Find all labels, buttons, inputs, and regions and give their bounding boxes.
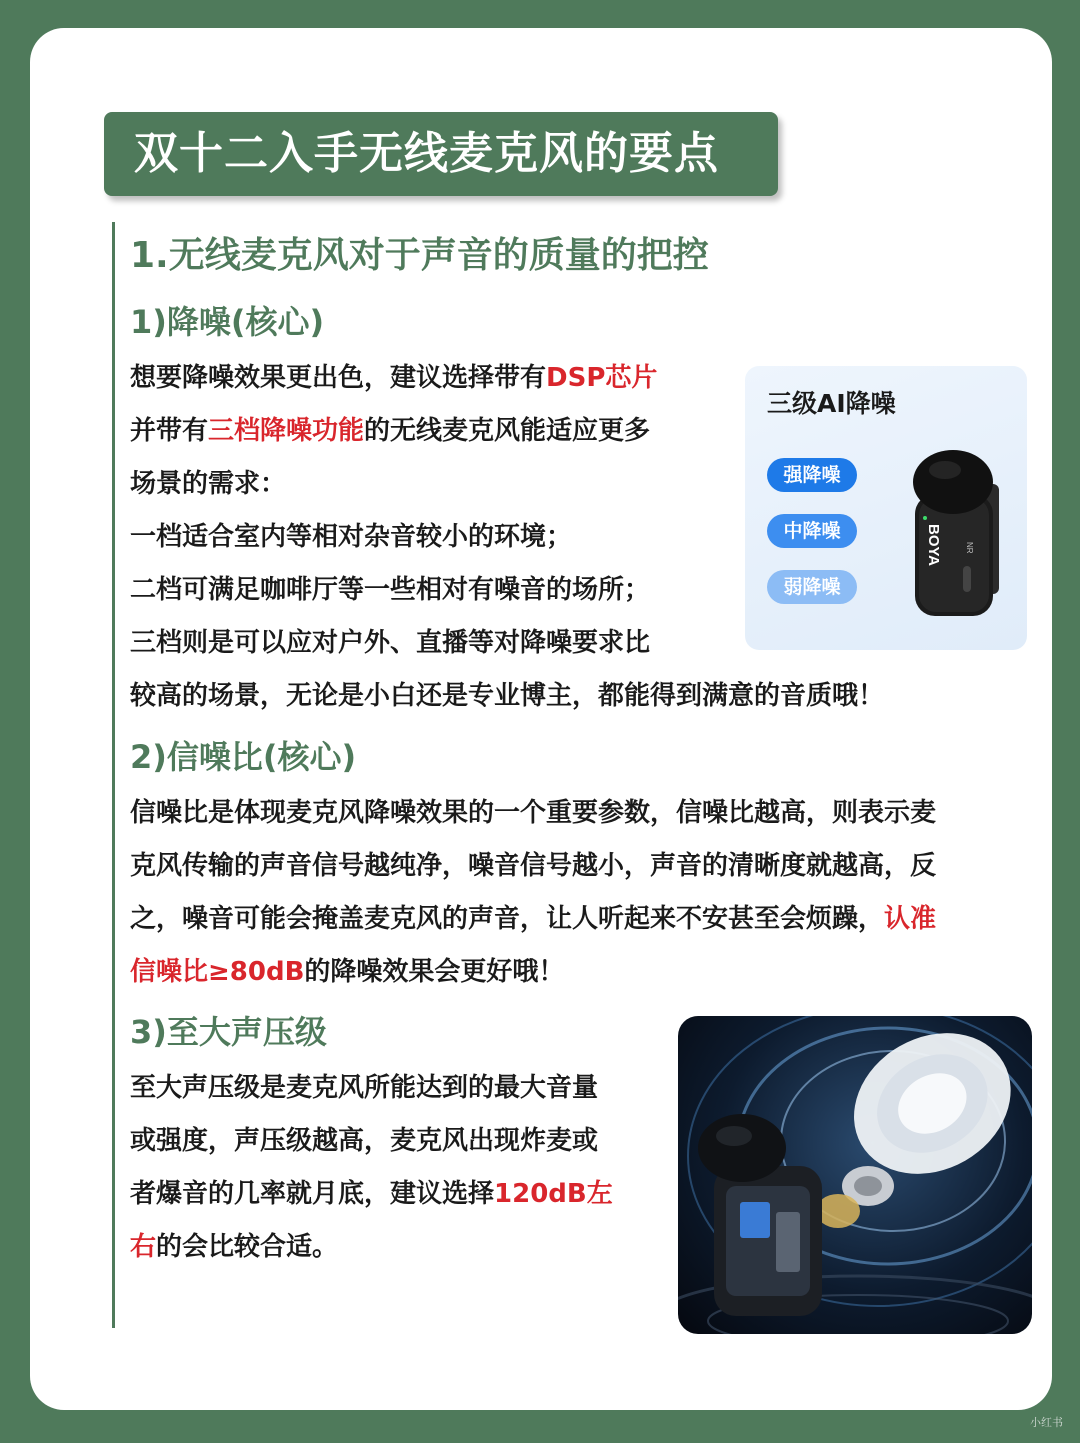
- strong-nr-badge: 强降噪: [767, 458, 857, 492]
- subheading-snr: 2)信噪比(核心): [130, 738, 357, 776]
- weak-nr-badge: 弱降噪: [767, 570, 857, 604]
- medium-nr-badge: 中降噪: [767, 514, 857, 548]
- text-line: 或强度，声压级越高，麦克风出现炸麦或: [130, 1126, 599, 1156]
- section-divider-line: [112, 222, 115, 1328]
- text-line: 较高的场景，无论是小白还是专业博主，都能得到满意的音质哦！: [130, 681, 885, 711]
- text-line: 右的会比较合适。: [130, 1232, 339, 1262]
- subheading-noise-reduction: 1)降噪(核心): [130, 303, 325, 341]
- page-title: 双十二入手无线麦克风的要点: [134, 128, 719, 179]
- text-line: 至大声压级是麦克风所能达到的最大音量: [130, 1073, 599, 1103]
- snr-paragraph: [130, 787, 936, 999]
- text-line: 三档则是可以应对户外、直播等对降噪要求比: [130, 628, 651, 658]
- brand-label: BOYA: [925, 524, 942, 566]
- text-line: 克风传输的声音信号越纯净，噪音信号越小，声音的清晰度就越高，反: [130, 851, 937, 881]
- nr-label: NR: [965, 542, 974, 554]
- highlight-confirm: 认准: [884, 904, 937, 934]
- text-line: 场景的需求：: [130, 469, 287, 499]
- text-line: 之，噪音可能会掩盖麦克风的声音，让人听起来不安甚至会烦躁，认准: [130, 904, 937, 934]
- text-line: 并带有三档降噪功能的无线麦克风能适应更多: [130, 416, 651, 446]
- panel-title: 三级AI降噪: [767, 389, 896, 418]
- text-line: 想要降噪效果更出色，建议选择带有DSP芯片: [130, 363, 658, 393]
- text-line: 者爆音的几率就月底，建议选择120dB左: [130, 1179, 613, 1209]
- microphone-product-image: [905, 444, 1015, 622]
- subheading-max-spl: 3)至大声压级: [130, 1013, 327, 1051]
- text-line: 一档适合室内等相对杂音较小的环境；: [130, 522, 573, 552]
- acoustic-illustration: [678, 1016, 1032, 1334]
- highlight-spl-value: 120dB左: [494, 1179, 613, 1209]
- section-heading-quality: 1.无线麦克风对于声音的质量的把控: [130, 235, 709, 276]
- highlight-snr-value: 信噪比≥80dB: [130, 957, 305, 987]
- text-line: 二档可满足咖啡厅等一些相对有噪音的场所；: [130, 575, 651, 605]
- microphone-exploded-photo: [678, 1016, 1032, 1334]
- title-banner: [104, 112, 778, 196]
- text-line: 信噪比≥80dB的降噪效果会更好哦！: [130, 957, 565, 987]
- max-spl-paragraph: [130, 1062, 613, 1274]
- text-line: 信噪比是体现麦克风降噪效果的一个重要参数，信噪比越高，则表示麦: [130, 798, 937, 828]
- highlight-spl-value-end: 右: [130, 1232, 157, 1262]
- noise-reduction-panel: [745, 366, 1027, 650]
- watermark: 小红书: [1030, 1416, 1063, 1429]
- highlight-dsp: DSP芯片: [546, 363, 658, 393]
- highlight-three-level: 三档降噪功能: [208, 416, 365, 446]
